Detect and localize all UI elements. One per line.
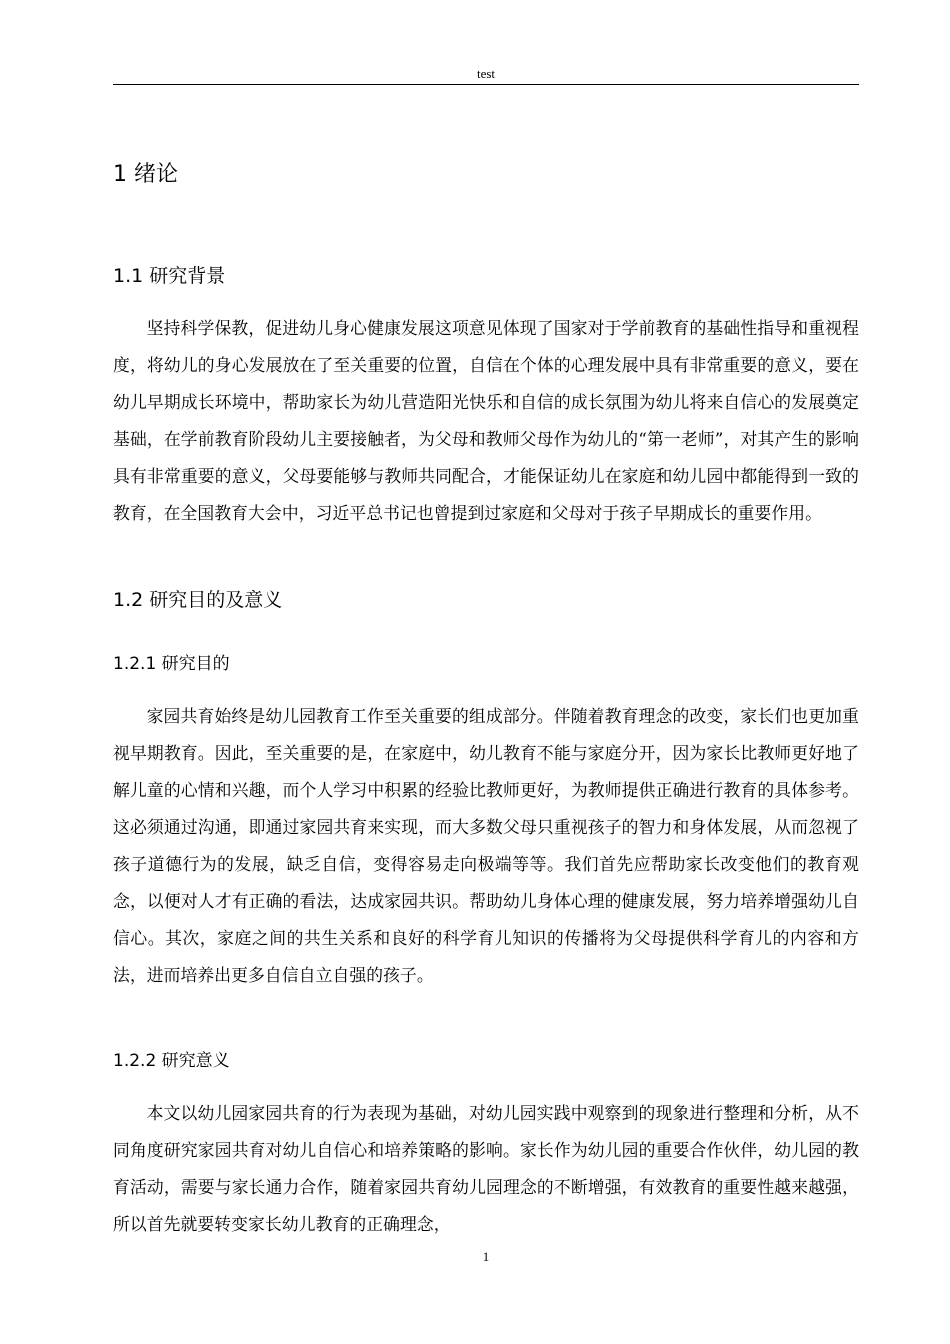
section-title-purpose-significance: 1.2 研究目的及意义 [113, 589, 283, 611]
chapter-title: 1 绪论 [113, 162, 178, 187]
page-header: test [476, 66, 496, 81]
section-title-background: 1.1 研究背景 [113, 265, 226, 287]
page-number: 1 [482, 1249, 490, 1264]
subsection-title-significance: 1.2.2 研究意义 [113, 1051, 230, 1071]
paragraph-significance: 本文以幼儿园家园共育的行为表现为基础，对幼儿园实践中观察到的现象进行整理和分析，从不同角度研究家园共育对幼儿自信心和培养策略的影响。家长作为幼儿园的重要合作伙伴，幼儿园的教育活动，需要与家长通力合作，随着家园共育幼儿园理念的不断增强，有效教育的重要性越来越强，所以首先就要转变家长幼儿教育的正确理念， [113, 1103, 859, 1234]
header-divider [113, 84, 859, 85]
subsection-title-purpose: 1.2.1 研究目的 [113, 654, 230, 674]
paragraph-background: 坚持科学保教，促进幼儿身心健康发展这项意见体现了国家对于学前教育的基础性指导和重视程度，将幼儿的身心发展放在了至关重要的位置，自信在个体的心理发展中具有非常重要的意义，要在幼儿早期成长环境中，帮助家长为幼儿营造阳光快乐和自信的成长氛围为幼儿将来自信心的发展奠定基础，在学前教育阶段幼儿主要接触者，为父母和教师父母作为幼儿的“第一老师”，对其产生的影响具有非常重要的意义，父母要能够与教师共同配合，才能保证幼儿在家庭和幼儿园中都能得到一致的教育，在全国教育大会中，习近平总书记也曾提到过家庭和父母对于孩子早期成长的重要作用。 [113, 318, 859, 523]
paragraph-purpose: 家园共育始终是幼儿园教育工作至关重要的组成部分。伴随着教育理念的改变，家长们也更加重视早期教育。因此，至关重要的是，在家庭中，幼儿教育不能与家庭分开，因为家长比教师更好地了解儿童的心情和兴趣，而个人学习中积累的经验比教师更好，为教师提供正确进行教育的具体参考。这必须通过沟通，即通过家园共育来实现，而大多数父母只重视孩子的智力和身体发展，从而忽视了孩子道德行为的发展，缺乏自信，变得容易走向极端等等。我们首先应帮助家长改变他们的教育观念，以便对人才有正确的看法，达成家园共识。帮助幼儿身体心理的健康发展，努力培养增强幼儿自信心。其次，家庭之间的共生关系和良好的科学育儿知识的传播将为父母提供科学育儿的内容和方法，进而培养出更多自信自立自强的孩子。 [113, 706, 859, 985]
